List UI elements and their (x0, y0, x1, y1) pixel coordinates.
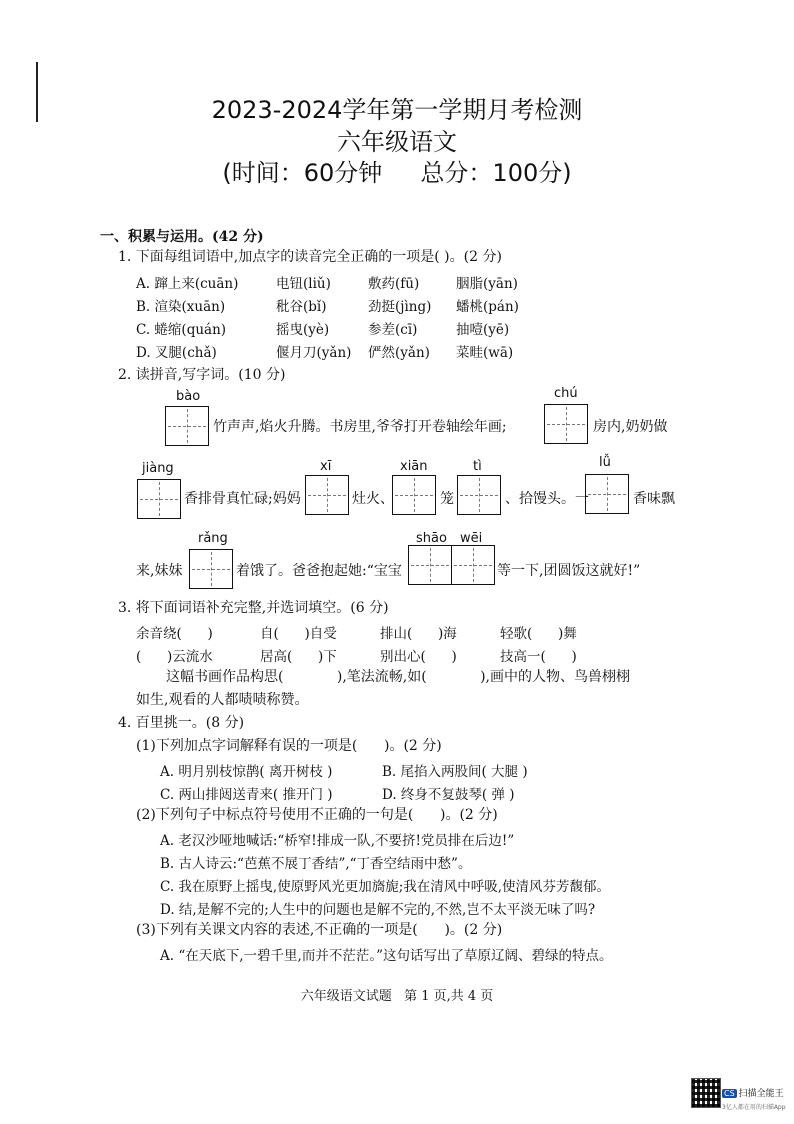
pinyin-label: wēi (460, 531, 483, 546)
idiom-blank[interactable]: 居高( )下 (260, 649, 337, 665)
idiom-blank[interactable]: 技高一( ) (500, 649, 577, 665)
passage-text: 竹声声,焰火升腾。书房里,爷爷打开卷轴绘年画; (213, 419, 507, 435)
q4-option: D. 终身不复鼓琴( 弹 ) (382, 787, 515, 803)
qr-code-icon (691, 1078, 721, 1108)
q1-option: D. 叉腿(chǎ) (136, 345, 217, 361)
passage-text: 灶火、 (352, 491, 394, 507)
q1-word: 参差(cī) (368, 322, 418, 338)
q1-option: A. 蹿上来(cuān) (136, 276, 239, 292)
pinyin-label: lǚ (599, 455, 611, 470)
section-heading: 一、积累与运用。(42 分) (100, 229, 264, 245)
idiom-blank[interactable]: 自( )自受 (260, 626, 337, 642)
passage-text: 香排骨真忙碌;妈妈 (184, 491, 301, 507)
writing-box[interactable] (137, 479, 181, 519)
writing-box[interactable] (165, 406, 209, 446)
pinyin-label: bào (176, 389, 201, 404)
q1-option: C. 蜷缩(quán) (136, 322, 227, 338)
q4-option: B. 古人诗云:“芭蕉不展丁香结”,“丁香空结雨中愁”。 (160, 856, 472, 872)
writing-box[interactable] (544, 404, 588, 444)
pinyin-label: jiàng (142, 461, 174, 476)
q4-option: C. 两山排闼送青来( 推开门 ) (160, 787, 333, 803)
q4-option: D. 结,是解不完的;人生中的问题也是解不完的,不然,岂不太平淡无味了吗? (160, 902, 596, 918)
q4-option: B. 尾掐入两股间( 大腿 ) (382, 764, 528, 780)
q1-word: 敷药(fū) (368, 276, 420, 292)
q3-stem: 3. 将下面词语补充完整,并选词填空。(6 分) (118, 600, 389, 616)
q1-word: 胭脂(yān) (456, 276, 518, 292)
page-footer: 六年级语文试题 第 1 页,共 4 页 (300, 989, 494, 1004)
q1-word: 秕谷(bǐ) (276, 299, 327, 315)
scanner-name: 扫描全能王 (738, 1089, 784, 1099)
writing-box[interactable] (451, 545, 495, 585)
passage-text: 房内,奶奶做 (593, 419, 668, 435)
q4-option: A. 老汉沙哑地喊话:“桥窄!排成一队,不要挤!党员排在后边!” (160, 833, 515, 849)
scanner-tagline: 3亿人都在用的扫描App (722, 1104, 786, 1111)
q4-sub-question: (1)下列加点字词解释有误的一项是( )。(2 分) (136, 738, 442, 754)
q1-word: 俨然(yǎn) (368, 345, 430, 361)
passage-text: 等一下,团圆饭这就好!” (497, 563, 641, 579)
q1-word: 菜畦(wā) (456, 345, 514, 361)
passage-text: 来,妹妹 (136, 563, 183, 579)
writing-box[interactable] (305, 475, 349, 515)
scanner-badge: CS (724, 1089, 735, 1098)
q1-word: 劲挺(jìng) (368, 299, 432, 315)
passage-text: 着饿了。爸爸抱起她:“宝宝 (236, 563, 402, 579)
q4-sub-question: (3)下列有关课文内容的表述,不正确的一项是( )。(2 分) (136, 922, 503, 938)
idiom-blank[interactable]: 轻歌( )舞 (500, 626, 577, 642)
exam-title: 2023-2024学年第一学期月考检测 (211, 96, 583, 124)
q4-option: A. “在天底下,一碧千里,而并不茫茫。”这句话写出了草原辽阔、碧绿的特点。 (160, 948, 613, 964)
q1-word: 偃月刀(yǎn) (276, 345, 352, 361)
pinyin-label: chú (554, 386, 578, 401)
idiom-blank[interactable]: 别出心( ) (380, 649, 457, 665)
q3-fill-sentence[interactable]: 这幅书画作品构思( ),笔法流畅,如( ),画中的人物、鸟兽栩栩 (166, 669, 631, 685)
pinyin-label: xī (320, 459, 332, 474)
passage-text: 香味飘 (633, 491, 675, 507)
q2-stem: 2. 读拼音,写字词。(10 分) (118, 367, 286, 383)
pinyin-label: shāo (416, 531, 447, 546)
q1-stem: 1. 下面每组词语中,加点字的读音完全正确的一项是( )。(2 分) (118, 249, 502, 265)
writing-box[interactable] (189, 549, 233, 589)
pinyin-label: tì (473, 459, 482, 474)
pinyin-label: rǎng (198, 531, 228, 546)
q1-word: 摇曳(yè) (276, 322, 330, 338)
writing-box[interactable] (457, 475, 501, 515)
exam-time-score: (时间：60分钟 总分：100分) (222, 159, 572, 187)
idiom-blank[interactable]: ( )云流水 (136, 649, 213, 665)
exam-subject: 六年级语文 (337, 128, 457, 156)
q1-word: 蟠桃(pán) (456, 299, 519, 315)
q4-stem: 4. 百里挑一。(8 分) (118, 715, 245, 731)
q1-word: 电钮(liǔ) (276, 276, 331, 292)
writing-box[interactable] (392, 475, 436, 515)
q1-option: B. 渲染(xuān) (136, 299, 226, 315)
idiom-blank[interactable]: 排山( )海 (380, 626, 457, 642)
idiom-blank[interactable]: 余音绕( ) (136, 626, 213, 642)
q4-option: A. 明月别枝惊鹊( 离开树枝 ) (160, 764, 333, 780)
passage-text: 、拾馒头。一 (505, 491, 589, 507)
q4-option: C. 我在原野上摇曳,使原野风光更加旖旎;我在清风中呼吸,使清风芬芳馥郁。 (160, 879, 611, 895)
writing-box[interactable] (408, 545, 452, 585)
scanner-watermark (722, 1081, 786, 1111)
q4-sub-question: (2)下列句子中标点符号使用不正确的一句是( )。(2 分) (136, 807, 498, 823)
writing-box[interactable] (585, 474, 629, 514)
pinyin-label: xiān (400, 459, 428, 474)
q1-word: 抽噎(yē) (456, 322, 510, 338)
passage-text: 笼 (440, 491, 454, 507)
q3-fill-sentence: 如生,观看的人都啧啧称赞。 (136, 692, 309, 708)
